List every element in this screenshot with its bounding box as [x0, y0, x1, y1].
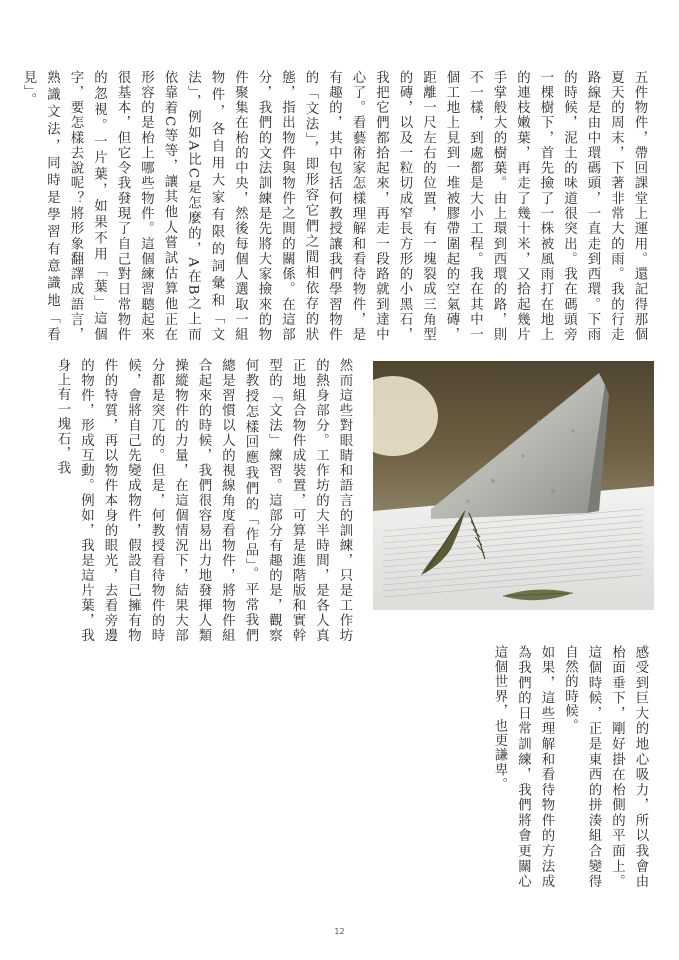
paragraph: 五件物件，帶回課堂上運用。還記得那個夏天的周末，下著非常大的雨。我的行走路線是由中環碼頭，一直走到西環。下雨的時候，泥土的味道很突出。我在碼頭旁一棵樹下，首先撿了一株被風雨打在地上的連枝嫩葉，再走了幾十米，又拾起幾片手掌般大的樹葉。由上環到西環的路，則不一樣，到處都是大小工程。我在其中一個工地上見到一堆被膠帶圍起的空氣磚，距離一尺左右的位置，有一塊裂成三角型的磚，以及一粒切成窄長方形的小黑石，我把它們都拾起來，再走一段路就到達中心了。看藝術家怎樣理解和看待物件，是有趣的，其中包括何教授讓我們學習物件的「文法」，即形容它們之間相依存的狀態，指出物件與物件之間的關係。在這部分，我們的文法訓練是先將大家撿來的物件聚集在枱的中央，然後每個人選取一組物件，各自用大家有限的詞彙和「文法」，例如A比C是怎麼的，A在B之上而依靠着C等等，讓其他人嘗試估算他正在形容的是枱上哪些物件。這個練習聽起來很基本，但它令我發現了自己對日常物件的忽視。一片葉，如果不用「葉」這個字，要怎樣去說呢？將形象翻譯成語言，熟識文法，同時是學習有意識地「看見」。 — [21, 70, 647, 342]
paragraph: 然而這些對眼睛和語言的訓練，只是工作坊的熱身部分。工作坊的大半時間，是各人真正地組合物件成裝置，可算是進階版和實幹型的「文法」練習。這部分有趣的是，觀察何教授怎樣回應我們的「作品」。平常我們總是習慣以人的視線角度看物件，將物件組合起來的時候，我們很容易出力地發揮人類操縱物件的力量，在這個情況下，結果大部分都是突兀的。但是，何教授看待物件的時候，會將自己先變成物件，假設自己擁有物件的特質，再以物件本身的眼光，去看旁邊的物件，形成互動。例如，我是這片葉，我身上有一塊石，我 — [55, 358, 352, 643]
paragraph: 感受到巨大的地心吸力，所以我會由枱面垂下，剛好掛在枱側的平面上。這個時候，正是東西的拼湊組合變得自然的時候。 — [562, 645, 648, 889]
article-section-b — [55, 358, 356, 643]
brick-leaf-photo — [373, 361, 654, 610]
paragraph: 如果，這些理解和看待物件的方法成為我們的日常訓練，我們將會更關心這個世界，也更謙卑。 — [492, 645, 554, 889]
article-section-a — [21, 70, 651, 342]
page-number: 12 — [334, 927, 345, 936]
article-section-c — [490, 645, 652, 889]
